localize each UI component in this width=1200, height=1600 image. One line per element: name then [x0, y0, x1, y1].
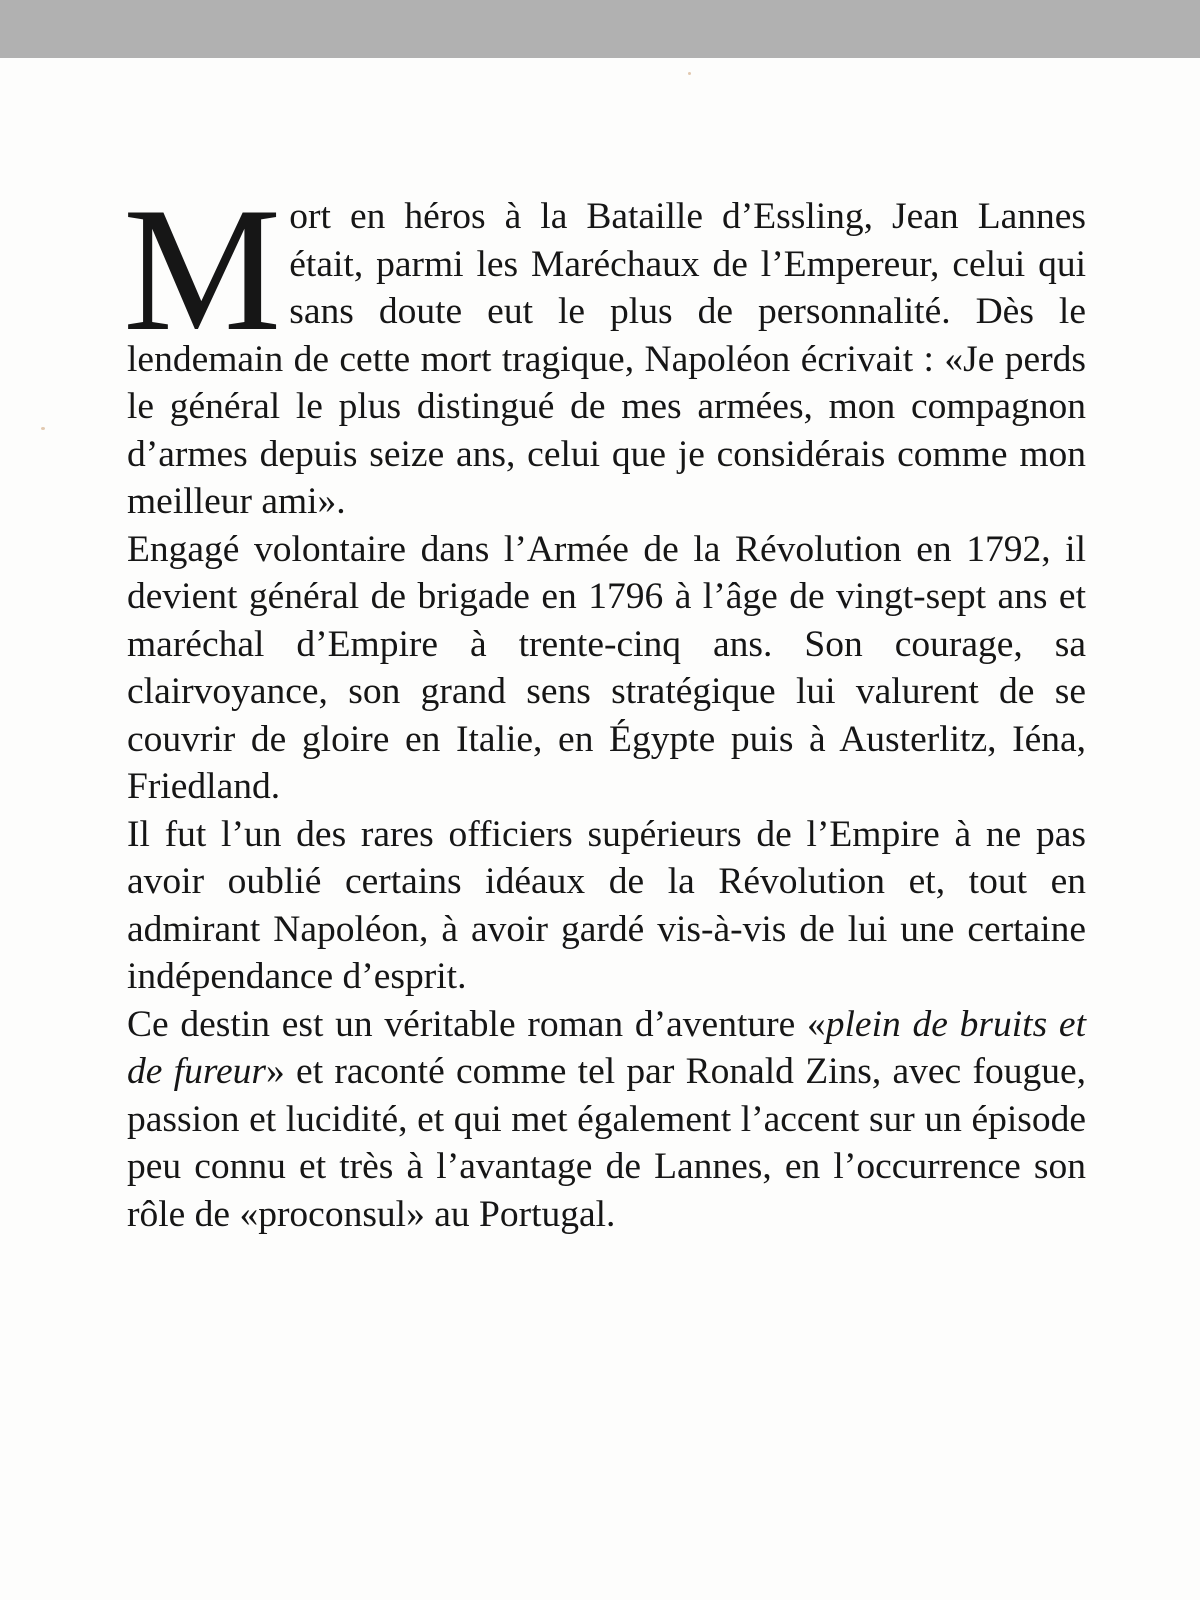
quoted-phrase: plein de bruits et de fureur — [127, 1003, 1086, 1092]
paragraph-4 — [127, 1001, 1086, 1239]
drop-cap: M — [123, 170, 282, 368]
paragraph-1 — [123, 170, 1086, 526]
paper-speck — [688, 72, 691, 75]
paragraph-3: Il fut l’un des rares officiers supérieurs de l’Empire à ne pas avoir oublié certains idéaux de la Révolution et, tout en admirant Napoléon, à avoir gardé vis-à-vis de lui une certaine indépendance d’esprit. — [127, 813, 1086, 997]
paper-speck — [41, 427, 45, 430]
paragraph-2: Engagé volontaire dans l’Armée de la Révolution en 1792, il devient général de brigade en 1796 à l’âge de vingt-sept ans et maréchal d’Empire à trente-cinq ans. Son courage, sa clairvoyance, son grand sens stratégique lui valurent de se couvrir de gloire en Italie, en Égypte puis à Austerlitz, Iéna, Friedland. — [127, 528, 1086, 807]
blurb-text — [123, 170, 1086, 1238]
scan-top-edge — [0, 0, 1200, 58]
paragraph-4-rest: » et raconté comme tel par Ronald Zins, avec fougue, passion et lucidité, et qui met également l’accent sur un épisode peu connu et très à l’avantage de Lannes, en l’occurrence son rôle de «proconsul» au Portugal. — [127, 1051, 1086, 1235]
paragraph-4-intro: Ce destin est un véritable roman d’aventure « — [127, 1003, 826, 1045]
paragraph-1-text: ort en héros à la Bataille d’Essling, Jean Lannes était, parmi les Maréchaux de l’Empereur, celui qui sans doute eut le plus de personnalité. Dès le lendemain de cette mort tragique, Napoléon écrivait : «Je perds le général le plus distingué de mes armées, mon compagnon d’armes depuis seize ans, celui que je considérais comme mon meilleur ami». — [127, 196, 1086, 522]
